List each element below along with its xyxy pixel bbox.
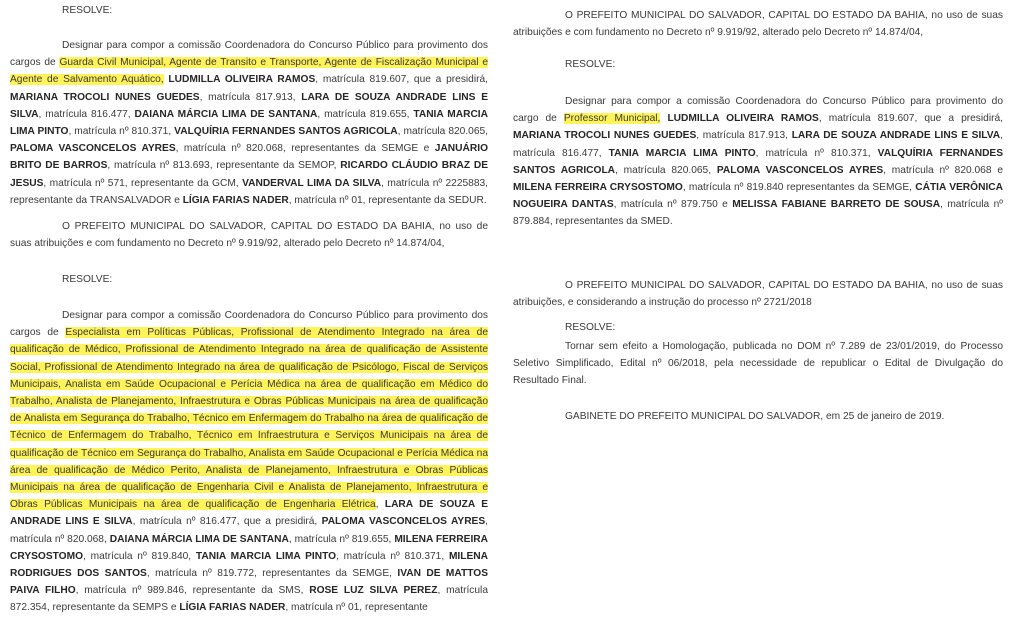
text-run: , matrícula nº 819.840, <box>83 550 196 562</box>
signature-line <box>513 408 1003 425</box>
text-run: , <box>375 499 385 511</box>
person-name: MELISSA FABIANE BARRETO DE SOUSA <box>732 199 941 211</box>
text-run: O PREFEITO MUNICIPAL DO SALVADOR, CAPITAL DO ESTADO DA BAHIA, no uso de suas atribuições e com fundamento no Decreto nº 9.919/92, alterado pelo Decreto nº 14.874/04, <box>513 10 1003 39</box>
person-name: LUDMILLA OLIVEIRA RAMOS <box>168 74 316 86</box>
resolve-heading: RESOLVE: <box>62 274 113 285</box>
person-name: RICARDO CLÁUDIO BRAZ DE JESUS <box>10 160 489 189</box>
text-run: Designar para compor a comissão Coordenadora do Concurso Público para provimento do cargo de <box>513 96 1003 125</box>
text-run: GABINETE DO PREFEITO MUNICIPAL DO SALVADOR, em 25 de janeiro de 2019. <box>565 411 945 422</box>
paragraph-designation-professor <box>513 93 1003 231</box>
person-name: LUDMILLA OLIVEIRA RAMOS <box>667 113 819 125</box>
resolve-heading: RESOLVE: <box>565 322 616 333</box>
text-run: , matrícula 820.065, <box>615 164 717 176</box>
person-name: PALOMA VASCONCELOS AYRES <box>10 143 176 155</box>
person-name: LARA DE SOUZA E ANDRADE LINS E SILVA <box>10 499 488 528</box>
text-run: , matrícula nº 01, representante <box>285 602 428 614</box>
text-run: , matrícula nº 810.371, <box>755 147 878 159</box>
person-name: IVAN DE MATTOS PAIVA FILHO <box>10 568 489 597</box>
text-run: Designar para compor a comissão Coordenadora do Concurso Público para provimento dos cargos de <box>10 310 488 339</box>
person-name: LARA DE SOUZA ANDRADE LINS E SILVA <box>10 91 488 120</box>
text-run: O PREFEITO MUNICIPAL DO SALVADOR, CAPITAL DO ESTADO DA BAHIA, no uso de suas atribuições, e considerando a instrução do processo nº 2721/2018 <box>513 280 1003 309</box>
text-run: , matrícula nº 819.840 representantes da SEMGE, <box>682 182 916 194</box>
highlighted-text: Especialista em Políticas Públicas, Profissional de Atendimento Integrado na área de qualificação de Médico, Profissional de Atendimento Integrado na área de qualificação de Assistente Social, Profissional de Atendimento Integrado na área de qualificação de Psicólogo, Fiscal de Serviços Municipais, Analista em Saúde Ocupacional e Perícia Médica na área de qualificação em Médico do Trabalho, Analista de Planejamento, Infraestrutura e Obras Públicas Municipais na área de qualificação de Analista em Segurança do Trabalho, Técnico em Enfermagem do Trabalho na área de qualificação de Técnico de Enfermagem do Trabalho, Técnico em Infraestrutura e Serviços Municipais na área de qualificação de Técnico em Segurança do Trabalho, Analista em Saúde Ocupacional e Perícia Médica na área de qualificação de Médico Perito, Analista de Planejamento, Infraestrutura e Obras Públicas Municipais na área de qualificação de Engenharia Civil e Analista de Planejamento, Infraestrutura e Obras Públicas Municipais na área de qualificação de Engenharia Elétrica <box>10 327 488 511</box>
paragraph-prefeito-decree <box>10 218 488 252</box>
paragraph-designation-especialista <box>10 307 488 617</box>
person-name: PALOMA VASCONCELOS AYRES <box>321 516 486 528</box>
paragraph-designation-guarda <box>10 37 488 209</box>
person-name: MARIANA TROCOLI NUNES GUEDES <box>513 130 697 142</box>
text-run: , matrícula 817.913, <box>199 91 302 103</box>
text-run: , matrícula nº 810.371, <box>68 126 175 138</box>
paragraph-tornar-sem-efeito <box>513 338 1003 390</box>
text-run: , matrícula nº 819.772, representantes da SEMGE, <box>146 568 398 580</box>
text-run: , matrícula nº 820.068 e <box>883 164 1003 176</box>
paragraph-prefeito-decree <box>513 7 1003 41</box>
paragraph-prefeito-processo <box>513 277 1003 311</box>
resolve-heading: RESOLVE: <box>62 5 113 16</box>
text-run: , matrícula nº 01, representante da SEDUR. <box>288 194 487 206</box>
resolve-heading: RESOLVE: <box>565 59 616 70</box>
person-name: TANIA MARCIA LIMA PINTO <box>195 550 337 562</box>
text-run: , matrícula nº 2225883, representante da TRANSALVADOR e <box>10 177 488 206</box>
person-name: MILENA FERREIRA CRYSOSTOMO <box>513 182 683 194</box>
person-name: TANIA MARCIA LIMA PINTO <box>10 108 488 138</box>
text-run: , matrícula 819.607, que a presidirá, <box>818 113 1003 125</box>
text-run: O PREFEITO MUNICIPAL DO SALVADOR, CAPITAL DO ESTADO DA BAHIA, no uso de suas atribuições e com fundamento no Decreto nº 9.919/92, alterado pelo Decreto nº 14.874/04, <box>10 221 488 250</box>
person-name: VANDERVAL LIMA DA SILVA <box>242 177 382 189</box>
person-name: DAIANA MÁRCIA LIMA DE SANTANA <box>134 108 318 120</box>
text-run: , matrícula nº 820.068, representantes da SEMGE e <box>175 143 435 155</box>
text-run: Designar para compor a comissão Coordenadora do Concurso Público para provimento dos cargos de <box>10 40 488 69</box>
person-name: JANUÁRIO BRITO DE BARROS <box>10 143 488 172</box>
text-run: , matrícula 819.655, <box>317 108 414 120</box>
person-name: ROSE LUZ SILVA PEREZ <box>309 585 438 597</box>
text-run: , matrícula 872.354, representante da SEMPS e <box>10 585 488 614</box>
highlighted-text: Guarda Civil Municipal, Agente de Transito e Transporte, Agente de Fiscalização Municipal e Agente de Salvamento Aquático, <box>10 57 488 86</box>
text-run: , matrícula nº 879.884, representantes da SMED. <box>513 199 1003 228</box>
text-run: , matrícula 820.065, <box>397 126 488 138</box>
text-run: , matrícula nº 816.477, que a presidirá, <box>132 516 322 528</box>
text-run: , matrícula nº 810.371, <box>336 550 449 562</box>
person-name: VALQUÍRIA FERNANDES SANTOS AGRICOLA <box>513 147 1004 176</box>
text-run: , matrícula 816.477, <box>513 130 1003 159</box>
text-run: , matrícula nº 813.693, representante da SEMOP, <box>107 160 341 172</box>
text-run: , matrícula 819.607, que a presidirá, <box>315 74 488 86</box>
text-run: Tornar sem efeito a Homologação, publicada no DOM nº 7.289 de 23/01/2019, do Processo Seletivo Simplificado, Edital nº 06/2018, pela necessidade de republicar o Edital de Divulgação do Resultado Final. <box>513 341 1003 387</box>
text-run: , matrícula nº 879.750 e <box>613 199 733 211</box>
person-name: MILENA FERREIRA CRYSOSTOMO <box>10 533 488 562</box>
text-run: , matrícula nº 820.068, <box>10 516 488 545</box>
person-name: LARA DE SOUZA ANDRADE LINS E SILVA <box>791 130 1001 142</box>
person-name: VALQUÍRIA FERNANDES SANTOS AGRICOLA <box>174 126 398 138</box>
person-name: MILENA RODRIGUES DOS SANTOS <box>10 550 488 580</box>
person-name: LÍGIA FARIAS NADER <box>179 602 286 614</box>
person-name: MARIANA TROCOLI NUNES GUEDES <box>10 91 200 103</box>
person-name: TANIA MARCIA LIMA PINTO <box>608 147 756 159</box>
text-run: , matrícula nº 571, representante da GCM, <box>43 177 243 189</box>
text-run: , matrícula nº 989.846, representante da SMS, <box>75 585 310 597</box>
person-name: LÍGIA FARIAS NADER <box>182 194 289 206</box>
text-run: , matrícula 816.477, <box>38 108 135 120</box>
person-name: PALOMA VASCONCELOS AYRES <box>716 164 884 176</box>
person-name: CÁTIA VERÔNICA NOGUEIRA DANTAS <box>513 182 1003 211</box>
text-run: , matrícula 817.913, <box>696 130 792 142</box>
person-name: DAIANA MÁRCIA LIMA DE SANTANA <box>109 533 289 545</box>
text-run: , matrícula nº 819.655, <box>288 533 395 545</box>
highlighted-text: Professor Municipal, <box>563 113 661 125</box>
